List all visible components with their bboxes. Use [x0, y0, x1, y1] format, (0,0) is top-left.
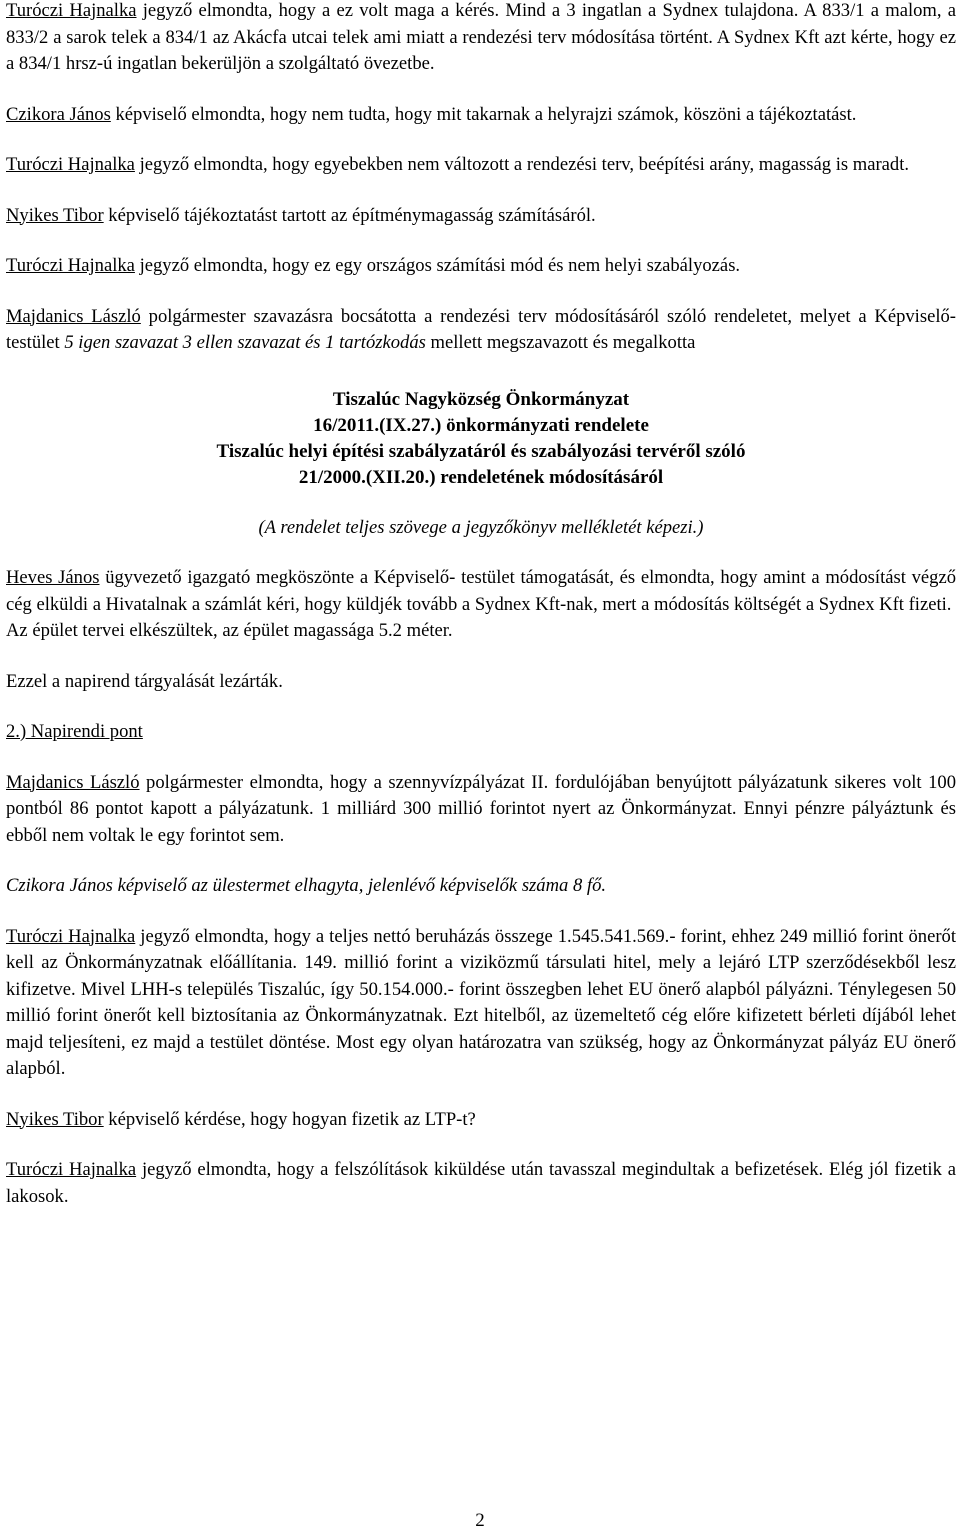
paragraph-text: jegyző elmondta, hogy a ez volt maga a kérés. Mind a 3 ingatlan a Sydnex tulajdona. A 833/1 a malom, a 833/2 a sarok telek a 834/1 az Akácfa utcai telek ami miatt a rendezési terv módosítása történt. A Sydnex Kft azt kérte, hogy ez a 834/1 hrsz-ú ingatlan bekerüljön a szolgáltató övezetbe. — [6, 0, 957, 74]
paragraph-text: jegyző elmondta, hogy a teljes nettó beruházás összege 1.545.541.569.- forint, ehhez 249 millió forint önerőt kell az Önkormányzatnak előállítania. 149. millió forint a viziközmű társulati hitel, mely a lejáró LTP szerződésekből lesz kifizetve. Mivel LHH-s település Tiszalúc, így 50.154.000.- forint összegben lehet EU önerő alapból pályázni. Ténylegesen 50 millió forint önerőt kell biztosítania az Önkormányzatnak. Ezt hitelből, az üzemeltető cég előre kifizetett bérleti díjából lehet majd teljesíteni, ez majd a testület döntése. Most egy olyan határozatra van szükség, hogy az Önkormányzat pályáz EU önerő alapból. — [6, 925, 956, 1079]
decree-line-2: 16/2011.(IX.27.) önkormányzati rendelete — [313, 414, 649, 436]
paragraph-text: mellett megszavazott és megalkotta — [425, 332, 696, 353]
paragraph-14 — [6, 1107, 956, 1134]
document-page — [6, 0, 956, 1210]
page-number: 2 — [475, 1510, 485, 1531]
paragraph-text: képviselő kérdése, hogy hogyan fizetik az LTP-t? — [103, 1108, 476, 1130]
paragraph-text: jegyző elmondta, hogy ez egy országos számítási mód és nem helyi szabályozás. — [134, 255, 741, 276]
speaker-name: Nyikes Tibor — [6, 204, 104, 226]
agenda-heading-text: 2.) Napirendi pont — [6, 721, 143, 742]
speaker-name: Turóczi Hajnalka — [6, 255, 135, 276]
paragraph-6 — [6, 304, 956, 357]
decree-line-4: 21/2000.(XII.20.) rendeletének módosításáról — [298, 466, 664, 488]
paragraph-11 — [6, 770, 956, 850]
paragraph-text: polgármester elmondta, hogy a szennyvízpályázat II. fordulójában benyújtott pályázatunk sikeres volt 100 pontból 86 pontot kapott a pályázatunk. 1 milliárd 300 millió forintot nyert az Önkormányzat. Ennyi pénzre pályáztunk és ebből nem voltak le egy forintot sem. — [6, 771, 956, 846]
paragraph-13 — [6, 924, 956, 1083]
paragraph-3 — [6, 152, 956, 179]
vote-result: 5 igen szavazat 3 ellen szavazat és 1 tartózkodás — [64, 332, 426, 353]
speaker-name: Turóczi Hajnalka — [6, 1159, 137, 1180]
paragraph-9: Ezzel a napirend tárgyalását lezárták. — [6, 670, 283, 692]
paragraph-text: képviselő elmondta, hogy nem tudta, hogy mit takarnak a helyrajzi számok, köszöni a tájékoztatást. — [110, 103, 857, 125]
paragraph-text: ügyvezető igazgató megköszönte a Képviselő- testület támogatását, és elmondta, hogy amint a módosítást végző cég elküldi a Hivatalnak a számlát kéri, hogy küldjék tovább a Sydnex Kft-nak, mert a módosítás költségét a Sydnex Kft fizeti. — [6, 567, 956, 615]
decree-note: (A rendelet teljes szövege a jegyzőkönyv mellékletét képezi.) — [258, 516, 704, 538]
paragraph-1 — [6, 0, 956, 78]
paragraph-8: Az épület tervei elkészültek, az épület magassága 5.2 méter. — [6, 620, 453, 641]
speaker-name: Heves János — [6, 567, 100, 588]
speaker-name: Turóczi Hajnalka — [6, 925, 136, 947]
paragraph-15 — [6, 1157, 956, 1210]
decree-title — [6, 387, 956, 491]
speaker-name: Nyikes Tibor — [6, 1108, 104, 1130]
decree-line-3: Tiszalúc helyi építési szabályzatáról és szabályozási tervéről szóló — [216, 440, 746, 462]
paragraph-text: polgármester szavazásra bocsátotta a rendezési terv módosításáról szóló rendeletet, melyet a Képviselő- testület — [6, 305, 956, 353]
paragraph-7 — [6, 565, 956, 618]
speaker-name: Majdanics László — [6, 771, 140, 793]
paragraph-text: jegyző elmondta, hogy egyebekben nem változott a rendezési terv, beépítési arány, magasság is maradt. — [134, 154, 910, 175]
speaker-name: Czikora János — [6, 103, 111, 125]
paragraph-text: képviselő tájékoztatást tartott az építménymagasság számításáról. — [103, 204, 596, 226]
speaker-name: Turóczi Hajnalka — [6, 154, 135, 175]
paragraph-text: jegyző elmondta, hogy a felszólítások kiküldése után tavasszal megindultak a befizetések. Elég jól fizetik a lakosok. — [6, 1159, 956, 1207]
agenda-heading — [6, 719, 956, 746]
speaker-name: Majdanics László — [6, 305, 141, 327]
decree-line-1: Tiszalúc Nagyközség Önkormányzat — [332, 388, 630, 410]
speaker-name: Turóczi Hajnalka — [6, 0, 137, 21]
paragraph-5 — [6, 253, 956, 280]
paragraph-12: Czikora János képviselő az ülestermet elhagyta, jelenlévő képviselők száma 8 fő. — [6, 875, 607, 896]
paragraph-2 — [6, 102, 956, 129]
paragraph-4 — [6, 203, 956, 230]
